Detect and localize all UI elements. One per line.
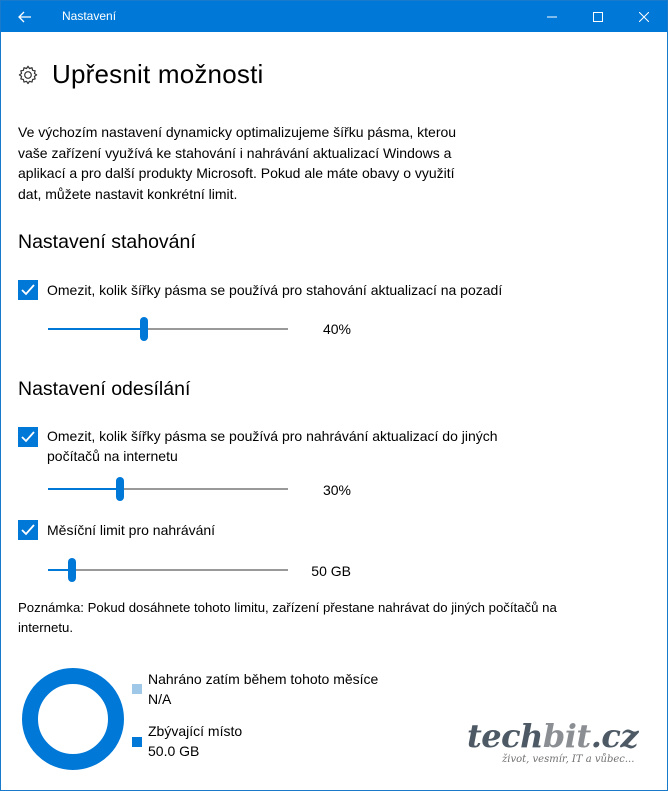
monthly-limit-slider[interactable] <box>48 558 288 584</box>
download-limit-checkbox[interactable] <box>18 280 38 300</box>
slider-thumb[interactable] <box>140 317 148 341</box>
window-title: Nastavení <box>62 9 117 23</box>
monthly-slider-value: 50 GB <box>311 563 351 579</box>
limit-note: Poznámka: Pokud dosáhnete tohoto limitu, zařízení přestane nahrávat do jiných počítačů na internetu. <box>18 600 557 635</box>
remaining-legend-swatch <box>132 737 142 747</box>
back-arrow-icon <box>18 11 32 23</box>
monthly-limit-label: Měsíční limit pro nahrávání <box>47 522 216 538</box>
slider-fill <box>48 328 144 330</box>
download-slider-value: 40% <box>322 321 351 337</box>
checkmark-icon <box>21 524 35 536</box>
donut-remaining-ring <box>30 676 116 762</box>
usage-donut-chart <box>21 667 125 771</box>
upload-bandwidth-slider[interactable] <box>48 477 288 503</box>
slider-thumb[interactable] <box>68 558 76 582</box>
maximize-button[interactable] <box>575 1 621 32</box>
upload-slider-value: 30% <box>322 482 351 498</box>
remaining-legend-value: 50.0 GB <box>148 743 200 759</box>
uploaded-legend-swatch <box>132 684 142 694</box>
download-limit-label: Omezit, kolik šířky pásma se používá pro stahování aktualizací na pozadí <box>47 282 503 298</box>
back-button[interactable] <box>1 1 49 32</box>
page-title: Upřesnit možnosti <box>52 59 264 89</box>
maximize-icon <box>593 12 603 22</box>
uploaded-legend-value: N/A <box>148 691 172 707</box>
watermark-brand: techbit.cz <box>467 717 638 755</box>
remaining-legend-label: Zbývající místo <box>148 723 243 739</box>
gear-icon <box>17 64 39 86</box>
slider-thumb[interactable] <box>116 477 124 501</box>
title-bar <box>1 1 667 32</box>
monthly-limit-checkbox[interactable] <box>18 520 38 540</box>
page-description: Ve výchozím nastavení dynamicky optimalizujeme šířku pásma, kterou vaše zařízení využívá ke stahování i nahrávání aktualizací Windows a aplikací a pro další produkty Microsoft. Pokud ale máte obavy o využití dat, můžete nastavit konkrétní limit. <box>18 124 457 202</box>
upload-limit-label: Omezit, kolik šířky pásma se používá pro nahrávání aktualizací do jiných počítačů na internetu <box>47 428 498 464</box>
checkmark-icon <box>21 431 35 443</box>
techbit-watermark <box>467 717 647 777</box>
slider-fill <box>48 488 120 490</box>
minimize-icon <box>547 12 557 22</box>
download-section-title: Nastavení stahování <box>18 231 196 253</box>
checkmark-icon <box>21 284 35 296</box>
upload-limit-checkbox[interactable] <box>18 427 38 447</box>
uploaded-legend-label: Nahráno zatím během tohoto měsíce <box>148 671 379 687</box>
upload-section-title: Nastavení odesílání <box>18 378 191 400</box>
slider-track <box>48 569 288 571</box>
watermark-tagline: život, vesmír, IT a vůbec... <box>502 754 635 765</box>
close-icon <box>639 12 649 22</box>
download-bandwidth-slider[interactable] <box>48 317 288 343</box>
minimize-button[interactable] <box>529 1 575 32</box>
close-button[interactable] <box>621 1 667 32</box>
